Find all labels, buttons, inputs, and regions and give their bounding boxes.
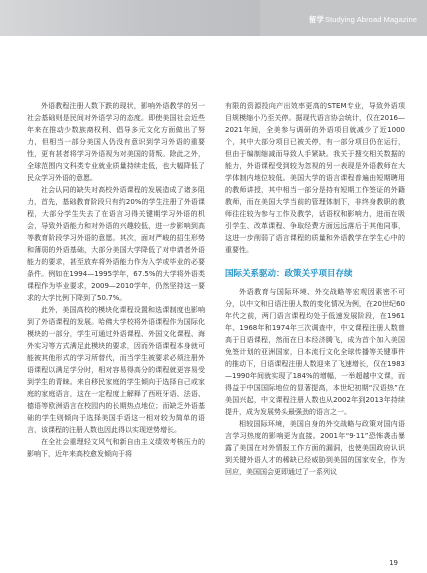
magazine-title [309,14,417,25]
paragraph: 外语教育与国际环境、外交战略等宏观因素密不可分，以中文和日语注册人数的变化情况为例，在20世纪60年代之前，两门语言课程均处于低速发展阶段，在1961年、1968年和1974年三次调查中，中文课程注册人数曾高于日语课程，然而在日本经济腾飞，成为首个加入美国免签计划的亚洲国家，日本流行文化全球传播等关键事件的推动下，日语课程注册人数迎来了飞速增长，仅在1983—1990年间就实现了184%的增幅，一举超越中文课，而得益于中国国际地位的显著提高，本世纪初期“汉语热”在美国兴起，中文课程注册人数也从2002年到2013年持续提升，成为发展势头最强劲的语言之一。 [225,288,405,416]
paragraph: 此外，美国高校的模块化课程设置和选课制度也影响到了外语课程的发展。哈佛大学校将外语课程作为国际化模块的一部分，学生可通过外语课程、外国文化课程、海外实习等方式满足此模块的要求，因而外语课程本身就可能被其他形式的学习所替代，而当学生被要求必须注册外语课程以满足学分时，相对容易得高分的课程就更容易受到学生的青睐。来自移民家庭的学生倾向于选择自己或家庭的家庭语言，这在一定程度上解释了西班牙语、法语、德语等欧洲语言在校园内的长期热点地位；而缺乏外语基础的学生则倾向于选择美国手语这一相对较为简单的语言，该课程的注册人数也因此得以实现逆势增长。 [27,306,205,434]
left-text-column [27,100,205,460]
paragraph: 在全社会重理轻文风气和新自由主义绩效考核压力的影响下，近年来高校愈发倾向于将 [27,438,205,458]
header-background-image [0,0,260,36]
paragraph: 外语教程注册人数下跌的现状，影响外语教学的另一社会基础则是民间对外语学习的态度。即使美国社会近些年来在推动少数族裔权利、倡导多元文化方面做出了努力，但相当一部分美国人仍没有意识到学习外语的重要性，更有甚者将学习外语视为对美国的背叛。除此之外，全球范围内文科类专业就业质量持续走低，也大幅降低了民众学习外语的意愿。 [27,102,205,182]
paragraph: 社会认同的缺失对高校外语课程的发展造成了诸多阻力，首先，基础教育阶段只有约20%的学生注册了外语课程，大部分学生失去了在语言习得关键期学习外语的机会，导致外语能力和对外语的兴趣较低，进一步影响到高等教育阶段学习外语的意愿。其次，面对严峻的招生形势和薄弱的外语基础，大部分美国大学降低了对申请者外语能力的要求，甚至放弃将外语能力作为入学或毕业的必要条件。例如在1994—1995学年，67.5%的大学将外语类课程作为毕业要求，2009—2010学年，仍然坚持这一要求的大学比例下降到了50.7%。 [27,186,205,302]
right-text-column [225,100,405,478]
paragraph-continued: 有限的资源投向产出效率更高的STEM专业，导致外语项目规模缩小乃至关停。据现代语言协会统计，仅在2016—2021年间，全美参与调研的外语项目就减少了近1000个，其中大部分项目已被关停，有一部分项目仍在运行，但由于编制缩减而导致人手紧缺。我关于搜交相关数据的能力，外语课程受到较为忽视的另一表现是外语教师在大学体制内地位较低。美国大学的语言课程普遍由短期聘用的教师讲授，其中相当一部分是持有短期工作签证的外籍教师，而在美国大学当前的管理体制下，非终身教职的教师往往较为参与工作及教学，话语权和影响力，进而在吸引学生、改革课程、争取经费方面远远落后于其他同事，这进一步削弱了语言课程的质量和外语教学在学生心中的重要性。 [225,102,405,254]
magazine-brand: 留学 [308,15,324,24]
paragraph: 相较国际环境，美国自身的外交战略与政策对国内语言学习热度的影响更为直接。2001年“9·11”恐怖袭击暴露了美国在对外情报工作方面的漏洞，也使美国政府认识到关键外语人才的稀缺已经威胁到美国的国家安全，作为回应，美国国会更即通过了一系列议 [225,420,405,476]
page-number: 19 [389,559,398,567]
section-heading: 国际关系驱动：政策关乎项目存续 [225,269,353,279]
magazine-name: Studying Abroad Magazine [324,15,417,24]
header-banner [0,0,427,36]
